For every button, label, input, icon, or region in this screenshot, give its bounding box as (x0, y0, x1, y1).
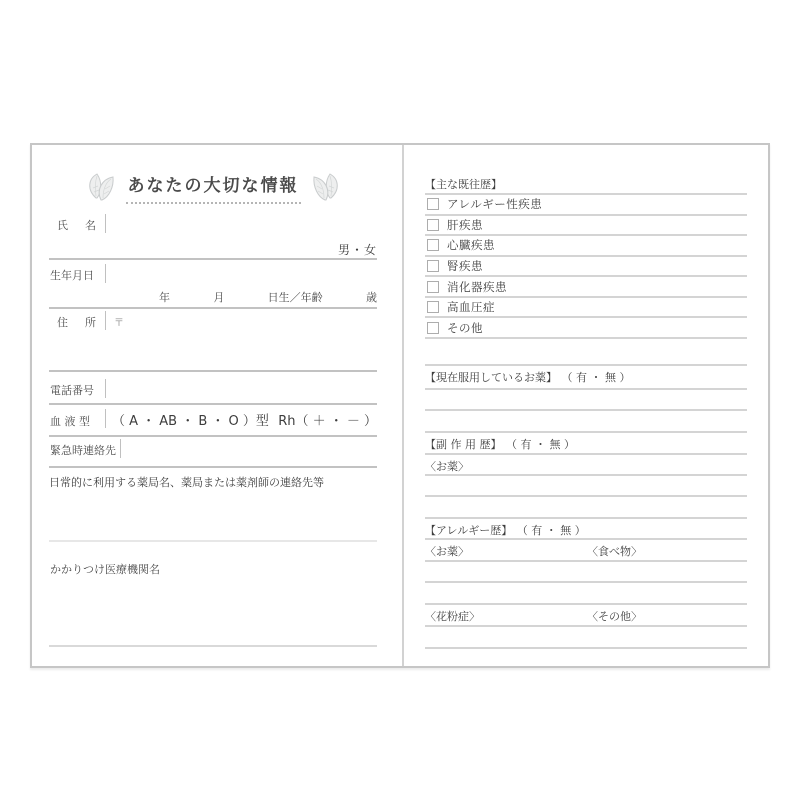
rule-line (425, 603, 747, 605)
current-meds-section-title (425, 369, 631, 385)
checkbox[interactable] (427, 219, 439, 231)
history-item (425, 236, 747, 257)
label-divider (105, 214, 106, 233)
allergy-food-label: 〈食べ物〉 (587, 545, 642, 558)
history-item (425, 216, 747, 237)
writing-line (425, 409, 747, 411)
history-item (425, 257, 747, 278)
history-item-label: 高血圧症 (447, 300, 495, 315)
checkbox[interactable] (427, 239, 439, 251)
rule-line (49, 307, 377, 309)
side-effects-medicine-label: 〈お薬〉 (425, 460, 469, 473)
name-label: 氏 名 (57, 219, 99, 232)
birthdate-label: 生年月日 (50, 269, 94, 282)
phone-label: 電話番号 (50, 384, 94, 397)
checkbox[interactable] (427, 281, 439, 293)
label-divider (105, 409, 106, 428)
rule-line (425, 474, 747, 476)
allergy-medicine-label: 〈お薬〉 (425, 545, 469, 558)
clinic-label: かかりつけ医療機関名 (50, 563, 160, 576)
history-item-label: 心臓疾患 (447, 238, 495, 253)
history-item-label: 腎疾患 (447, 259, 483, 274)
rule-line (425, 431, 747, 433)
history-item (425, 195, 747, 216)
history-item-label: 消化器疾患 (447, 279, 507, 294)
address-label: 住 所 (57, 316, 99, 329)
label-divider (105, 379, 106, 398)
blood-type-label: 血 液 型 (50, 415, 90, 428)
side-effects-options[interactable]: （ 有 ・ 無 ） (511, 438, 575, 451)
left-page (32, 145, 402, 666)
pharmacy-note: 日常的に利用する薬局名、薬局または薬剤師の連絡先等 (49, 476, 324, 489)
rule-line (49, 645, 377, 647)
rule-line (425, 625, 747, 627)
rule-line (49, 370, 377, 372)
checkbox[interactable] (427, 198, 439, 210)
label-divider (120, 439, 121, 458)
history-checklist (425, 193, 747, 339)
checkbox[interactable] (427, 301, 439, 313)
unit-day-age: 日生／年齢 (267, 291, 323, 304)
label-divider (105, 264, 106, 283)
postal-mark: 〒 (114, 318, 124, 329)
current-meds-title: 【現在服用しているお薬】 (425, 371, 557, 384)
history-item-label: その他 (447, 320, 483, 335)
side-effects-section-title (425, 436, 575, 452)
page-title: あなたの大切な情報 (126, 169, 301, 204)
rh-options[interactable]: Rh（ ＋ ・ － ） (278, 414, 377, 429)
current-meds-options[interactable]: （ 有 ・ 無 ） (567, 371, 631, 384)
rule-line (425, 453, 747, 455)
unit-age-suffix: 歳 (365, 291, 377, 304)
rule-line (49, 403, 377, 405)
rule-line (49, 540, 377, 542)
history-section-title: 【主な既往歴】 (425, 178, 502, 191)
rule-line (49, 435, 377, 437)
history-item-label: 肝疾患 (447, 217, 483, 232)
rule-line (425, 364, 747, 366)
leaf-decoration-icon (306, 171, 342, 203)
rule-line (49, 258, 377, 260)
leaf-decoration-icon (85, 171, 121, 203)
left-page-header (49, 169, 377, 204)
unit-year: 年 (159, 291, 170, 304)
right-page (404, 145, 770, 666)
gender-options[interactable]: 男・女 (337, 243, 377, 257)
writing-line (425, 581, 747, 583)
blood-type-options[interactable]: （ A ・ AB ・ B ・ O ）型 (112, 414, 269, 429)
rule-line (425, 538, 747, 540)
history-item-label: アレルギー性疾患 (447, 197, 543, 212)
rule-line (425, 388, 747, 390)
rule-line (425, 517, 747, 519)
allergy-options[interactable]: （ 有 ・ 無 ） (522, 524, 586, 537)
history-item (425, 298, 747, 319)
medical-notebook-spread (30, 143, 770, 668)
writing-line (425, 495, 747, 497)
allergy-title: 【アレルギー歴】 (425, 524, 513, 537)
rule-line (49, 466, 377, 468)
allergy-section-title (425, 522, 586, 538)
blood-type-values (112, 410, 377, 429)
history-item (425, 277, 747, 298)
allergy-pollen-label: 〈花粉症〉 (425, 610, 480, 623)
history-item (425, 318, 747, 339)
birthdate-units (159, 289, 377, 305)
label-divider (105, 311, 106, 330)
rule-line (425, 560, 747, 562)
writing-line (425, 647, 747, 649)
checkbox[interactable] (427, 322, 439, 334)
checkbox[interactable] (427, 260, 439, 272)
allergy-other-label: 〈その他〉 (587, 610, 642, 623)
unit-month: 月 (213, 291, 225, 304)
side-effects-title: 【副 作 用 歴】 (425, 438, 502, 451)
emergency-contact-label: 緊急時連絡先 (50, 444, 116, 457)
